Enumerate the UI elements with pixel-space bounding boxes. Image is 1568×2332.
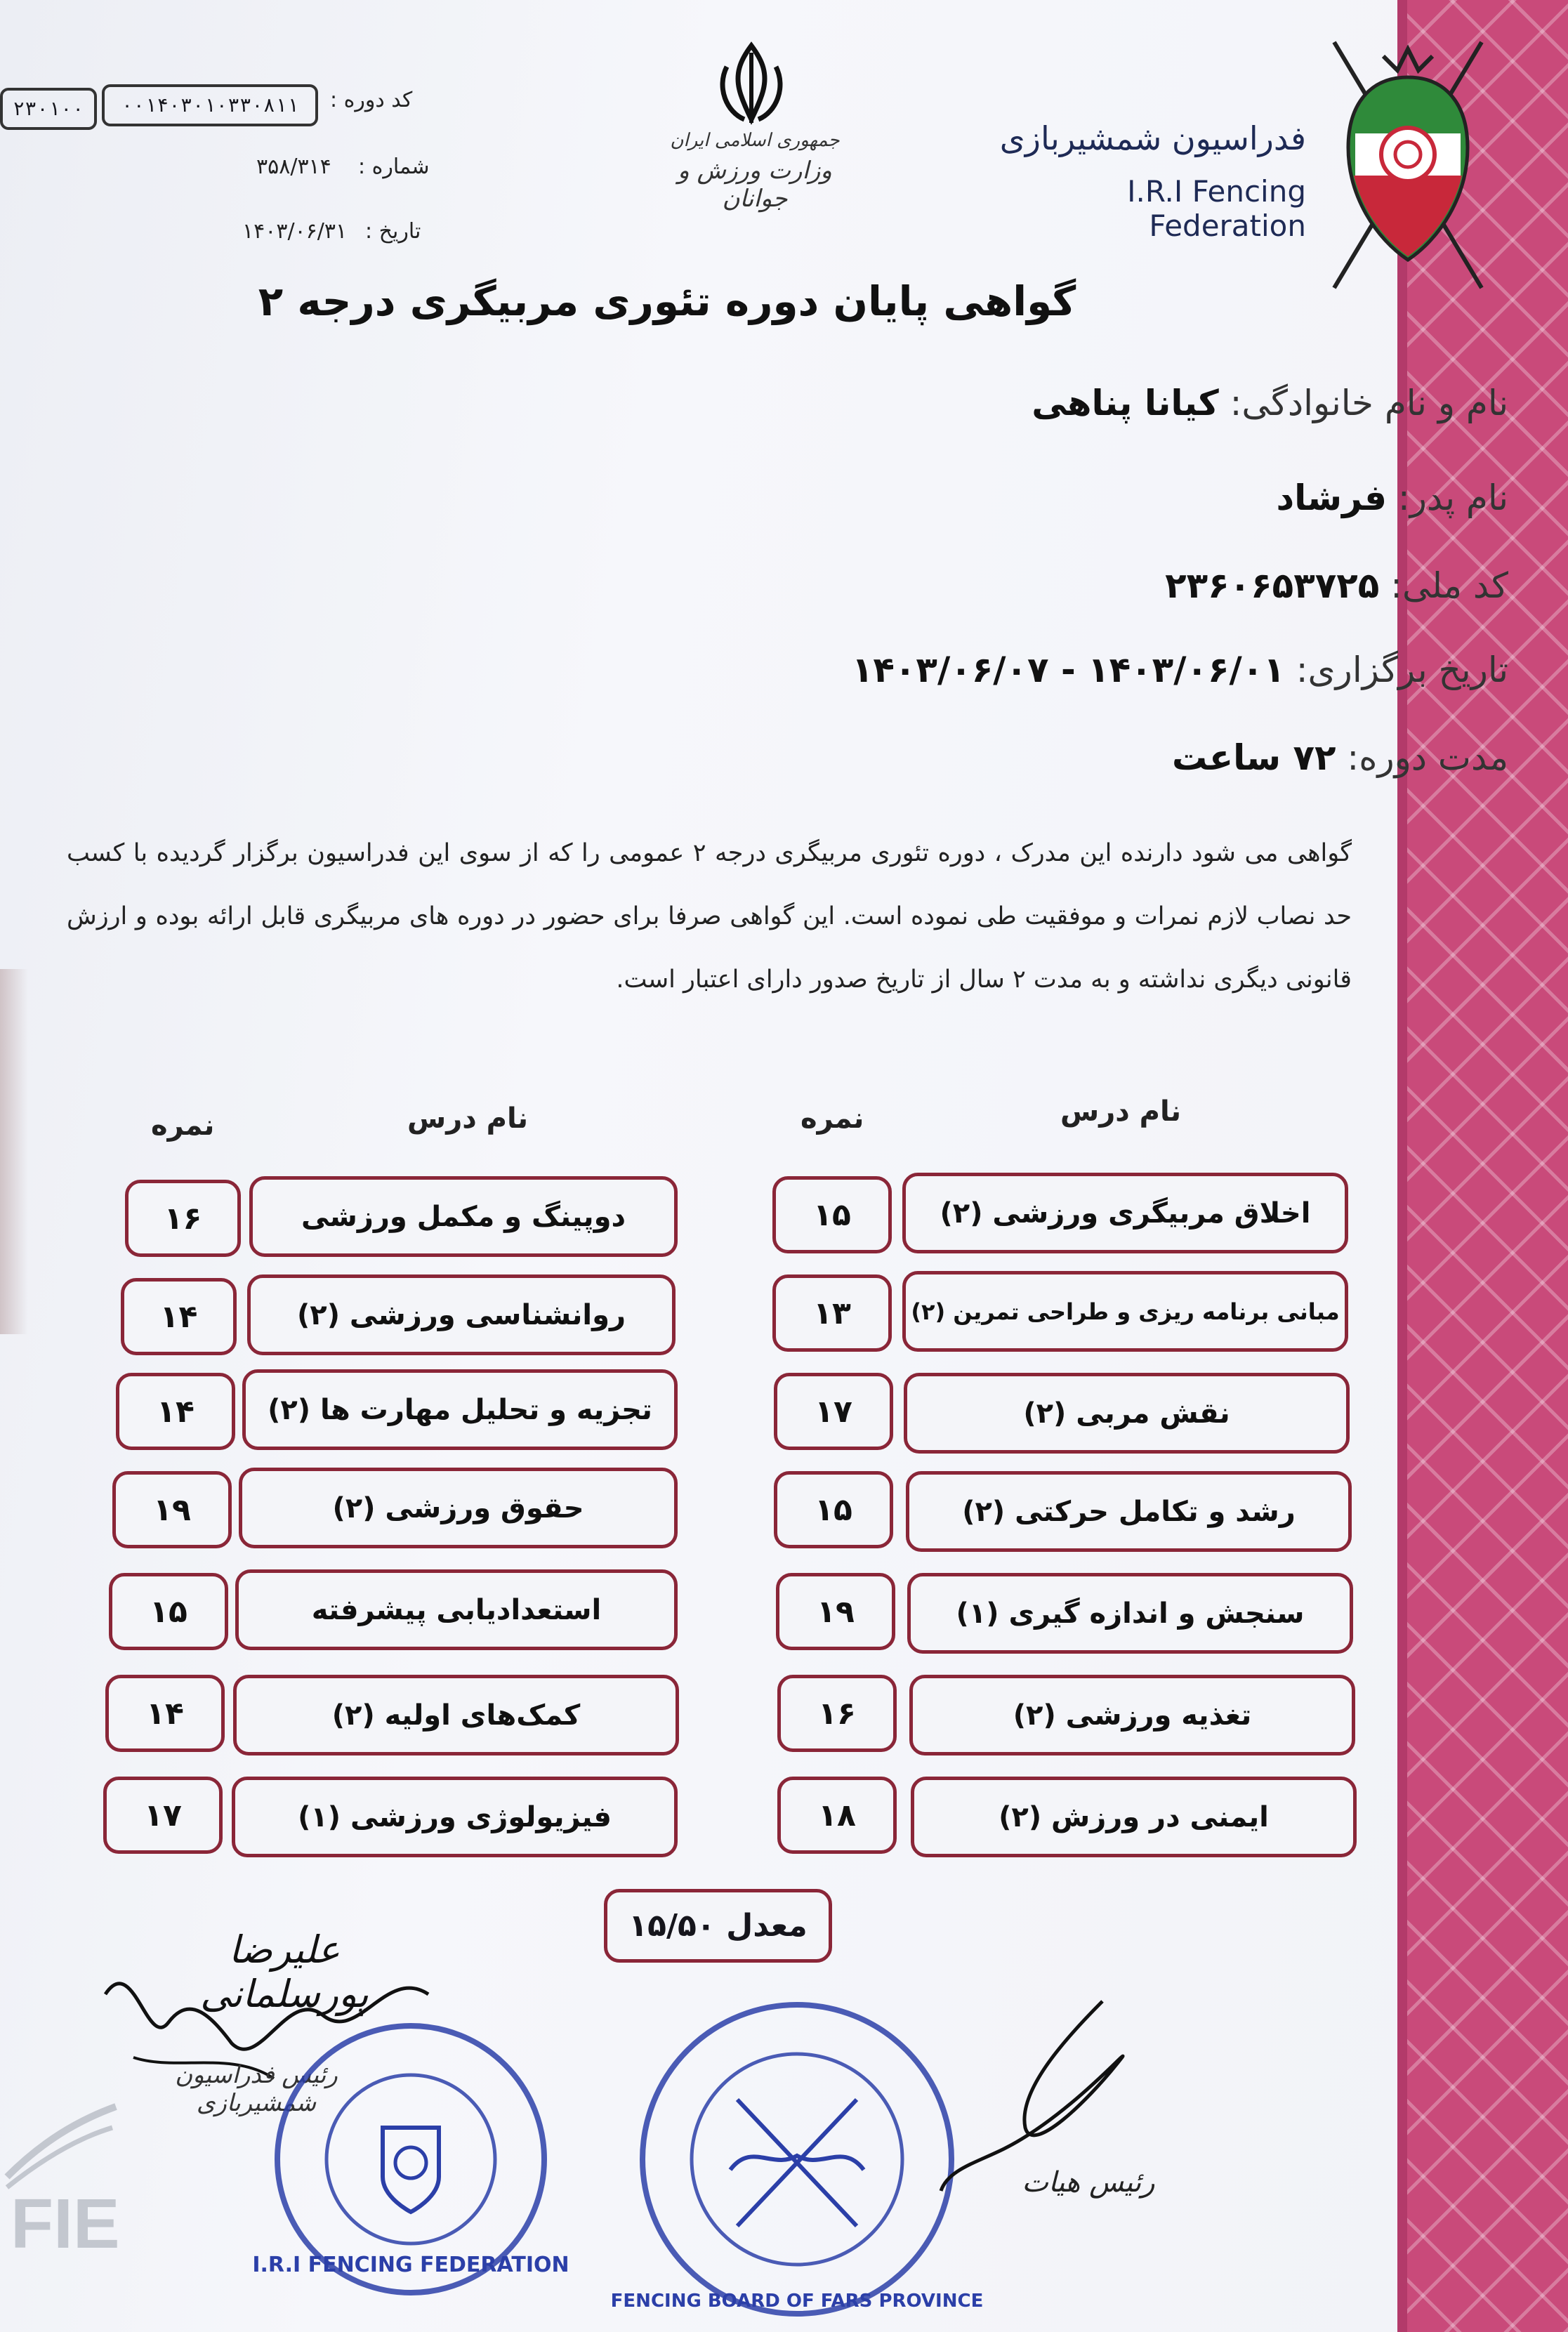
course-box-right-4: رشد و تکامل حرکتی (۲)	[906, 1471, 1352, 1552]
signer1-name: علیرضا پورسلمانی	[200, 1928, 369, 2016]
seal1-text: I.R.I FENCING FEDERATION	[252, 2253, 569, 2277]
finger-shadow	[0, 969, 28, 1334]
course-code-extra-box: ۲۳۰۱۰۰	[0, 88, 97, 130]
number-value: ۳۵۸/۳۱۴	[256, 154, 331, 179]
grade-box-right-4: ۱۵	[774, 1471, 893, 1548]
average-value: ۱۵/۵۰	[628, 1908, 716, 1944]
grade-box-left-6: ۱۴	[105, 1675, 225, 1752]
course-box-left-6: کمک‌های اولیه (۲)	[233, 1675, 679, 1755]
certificate-title: گواهی پایان دوره تئوری مربیگری درجه ۲	[258, 277, 1076, 325]
course-box-right-1: اخلاق مربیگری ورزشی (۲)	[902, 1173, 1348, 1253]
course-box-right-7: ایمنی در ورزش (۲)	[911, 1777, 1357, 1857]
name-label: نام و نام خانوادگی:	[1230, 383, 1508, 423]
course-box-left-5: استعدادیابی پیشرفته	[235, 1569, 678, 1650]
course-box-left-1: دوپینگ و مکمل ورزشی	[249, 1176, 678, 1257]
federation-name-en: I.R.I Fencing Federation	[1127, 174, 1306, 243]
course-box-right-6: تغذیه ورزشی (۲)	[909, 1675, 1355, 1755]
seal2-text: FENCING BOARD OF FARS PROVINCE	[610, 2291, 984, 2312]
national-id-label: کد ملی:	[1390, 565, 1508, 606]
grade-box-left-2: ۱۴	[121, 1278, 237, 1355]
course-box-left-4: حقوق ورزشی (۲)	[239, 1468, 678, 1548]
course-code-label: کد دوره :	[330, 88, 413, 112]
national-id-field	[1165, 565, 1508, 606]
grade-box-right-1: ۱۵	[772, 1176, 892, 1253]
number-label: شماره :	[358, 154, 430, 179]
grade-box-left-5: ۱۵	[109, 1573, 228, 1650]
grade-box-right-3: ۱۷	[774, 1373, 893, 1450]
duration-field	[1172, 737, 1508, 778]
course-box-left-7: فیزیولوژی ورزشی (۱)	[232, 1777, 678, 1857]
ministry-line1: جمهوری اسلامی ایران	[670, 130, 840, 151]
statement-paragraph: گواهی می شود دارنده این مدرک ، دوره تئوری مربیگری درجه ۲ عمومی را که از سوی این فدراسیون برگزار گردیده با کسب حد نصاب لازم نمرات و موفقیت طی نموده است. این گواهی صرفا برای حضور در دوره های مربیگری قابل ارائه بوده و ارزش قانونی دیگری نداشته و به مدت ۲ سال از تاریخ صدور دارای اعتبار است.	[67, 839, 1352, 994]
grade-box-left-1: ۱۶	[125, 1180, 241, 1257]
header-grade-right: نمره	[801, 1102, 864, 1135]
duration-label: مدت دوره:	[1347, 737, 1508, 778]
course-box-left-2: روانشناسی ورزشی (۲)	[247, 1274, 676, 1355]
ministry-line2: وزارت ورزش و جوانان	[678, 157, 832, 213]
dates-field	[852, 650, 1508, 690]
father-field	[1276, 477, 1508, 518]
course-code-box: ۰۰۱۴۰۳۰۱۰۳۳۰۸۱۱	[102, 84, 318, 126]
course-box-right-5: سنجش و اندازه گیری (۱)	[907, 1573, 1353, 1654]
fie-swoosh-icon	[0, 2100, 119, 2191]
name-field	[1032, 383, 1508, 423]
father-label: نام پدر:	[1397, 477, 1508, 518]
national-id-value: ۲۳۶۰۶۵۳۷۲۵	[1165, 565, 1380, 606]
course-box-right-3: نقش مربی (۲)	[904, 1373, 1350, 1454]
grade-box-left-4: ۱۹	[112, 1471, 232, 1548]
header-course-right: نام درس	[1060, 1095, 1182, 1128]
header-grade-left: نمره	[151, 1109, 215, 1142]
fars-board-seal-icon	[610, 1994, 984, 2324]
dates-value: ۱۴۰۳/۰۶/۰۱ - ۱۴۰۳/۰۶/۰۷	[851, 650, 1285, 690]
grade-box-left-3: ۱۴	[116, 1373, 235, 1450]
fencing-federation-logo-icon	[1327, 28, 1489, 295]
grade-box-left-7: ۱۷	[103, 1777, 223, 1854]
federation-name-fa: فدراسیون شمشیربازی	[999, 119, 1306, 157]
name-value: کیانا پناهی	[1032, 383, 1219, 423]
iran-emblem-icon	[713, 39, 790, 130]
grade-box-right-5: ۱۹	[776, 1573, 895, 1650]
grade-box-right-7: ۱۸	[777, 1777, 897, 1854]
date-value: ۱۴۰۳/۰۶/۳۱	[242, 219, 348, 244]
signer1-role: رئیس فدراسیون شمشیربازی	[175, 2061, 338, 2117]
date-label: تاریخ :	[365, 219, 421, 244]
dates-label: تاریخ برگزاری:	[1296, 650, 1508, 690]
duration-value: ۷۲ ساعت	[1172, 737, 1336, 778]
average-box	[604, 1889, 832, 1963]
average-label: معدل	[726, 1908, 808, 1944]
band-edge	[1397, 0, 1407, 2332]
grade-box-right-6: ۱۶	[777, 1675, 897, 1752]
signer2-role: رئیس هیات	[1022, 2166, 1155, 2199]
course-box-left-3: تجزیه و تحلیل مهارت ها (۲)	[242, 1369, 678, 1450]
fie-logo: FIE	[11, 2185, 120, 2263]
course-box-right-2: مبانی برنامه ریزی و طراحی تمرین (۲)	[902, 1271, 1348, 1352]
header-course-left: نام درس	[407, 1102, 529, 1135]
decorative-pink-band	[1397, 0, 1568, 2332]
grade-box-right-2: ۱۳	[772, 1274, 892, 1352]
father-value: فرشاد	[1276, 477, 1387, 518]
ministry-block	[646, 130, 864, 213]
